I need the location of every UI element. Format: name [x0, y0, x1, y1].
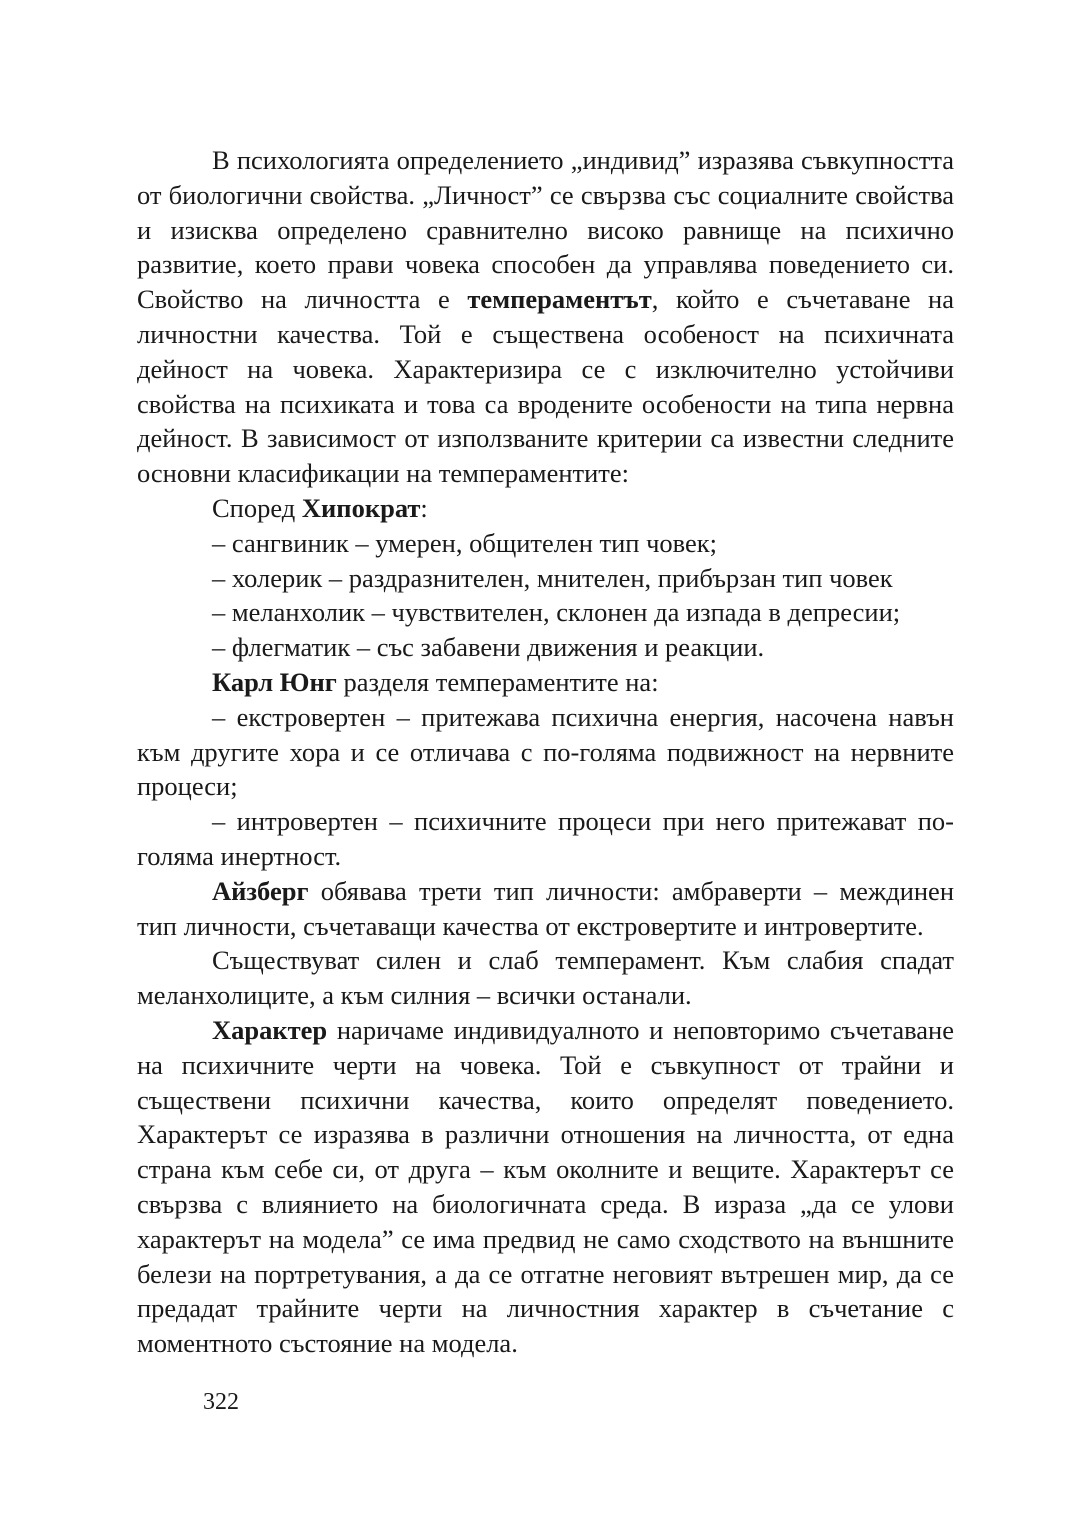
list-item-sanguine: – сангвиник – умерен, общителен тип човек;: [212, 527, 718, 558]
page-number: 322: [203, 1389, 239, 1415]
paragraph-text: наричаме индивидуалното и неповторимо съчетаване на психичните черти на човека. Той е съвкупност от трайни и съществени психични качества, които определят поведението. Характерът се изразява в различни отношения на личността, от една страна към себе си, от друга – към околните и вещите. Характерът се свързва с влиянието на биологичната среда. В израза „да се улови характерът на модела” се има предвид не само сходството на външните белези на портретувания, а да се отгатне неговият вътрешен мир, да се предадат трайните черти на личностния характер в съчетание с моментното състояние на модела.: [137, 1014, 954, 1359]
paragraph-temperament-strength: Съществуват силен и слаб темперамент. Към слабия спадат меланхолиците, а към силния – всички останали.: [137, 945, 954, 1011]
paragraph-introvert: – интровертен – психичните процеси при него притежават по-голяма инертност.: [137, 806, 954, 871]
paragraph-eysenck: [137, 874, 954, 944]
paragraph-text: , който е съчетаване на личностни качества. Той е съществена особеност на психичната дейност на човека. Характеризира се с изключително устойчиви свойства на психиката и това са вродените особености на типа нервна дейност. В зависимост от използваните критерии са известни следните основни класификации на темпераментите:: [137, 284, 954, 489]
hippocrates-prefix: Според: [212, 492, 302, 523]
page-body: [137, 143, 954, 1361]
paragraph-character: [137, 1013, 954, 1361]
jung-heading: [137, 665, 954, 700]
paragraph-text: обявава трети тип личности: амбраверти – междинен тип личности, съчетаващи качества от екстровертите и интровертите.: [137, 875, 954, 941]
list-item-phlegmatic: – флегматик – със забавени движения и реакции.: [212, 632, 765, 663]
hippocrates-suffix: :: [420, 492, 428, 523]
paragraph-text: В психологията определението „индивид” изразява съвкупността от биологични свойства. „Личност” се свързва със социалните свойства и изисква определено сравнително високо равнище на психично развитие, което прави човека способен да управлява поведението си. Свойство на личността е: [137, 145, 954, 315]
list-item-choleric: – холерик – раздразнителен, мнителен, прибързан тип човек: [212, 562, 893, 593]
paragraph-individual-personality: [137, 143, 954, 491]
term-eysenck: Айзберг: [212, 875, 309, 906]
term-hippocrates: Хипократ: [301, 492, 421, 523]
term-temperament: темпераментът: [467, 284, 652, 315]
term-character: Характер: [212, 1014, 328, 1045]
paragraph-extrovert: – екстровертен – притежава психична енергия, насочена навън към другите хора и се отличава с по-голяма подвижност на нервните процеси;: [137, 701, 954, 802]
list-item-melancholic: – меланхолик – чувствителен, склонен да изпада в депресии;: [212, 597, 901, 628]
term-jung: Карл Юнг: [212, 666, 337, 697]
jung-suffix: разделя темпераментите на:: [336, 666, 659, 697]
hippocrates-heading: [137, 491, 954, 526]
